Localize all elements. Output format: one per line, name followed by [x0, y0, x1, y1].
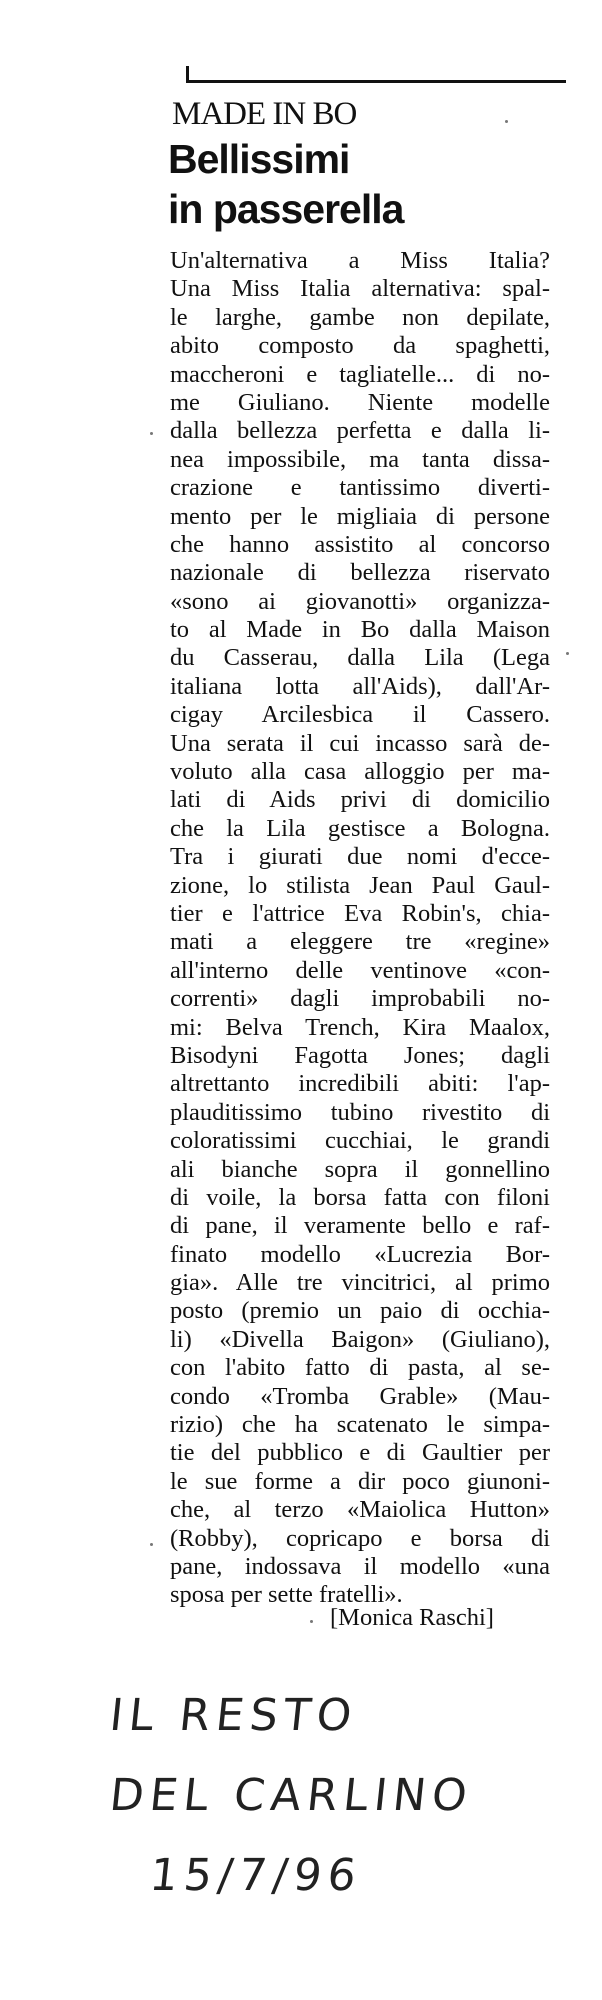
body-line: di voile, la borsa fatta con filoni: [170, 1183, 550, 1211]
body-line: Un'alternativa a Miss Italia?: [170, 247, 550, 274]
scan-speck: [505, 120, 508, 123]
header-rule: [186, 80, 566, 83]
scan-speck: [310, 1620, 313, 1623]
scan-speck: [150, 1543, 153, 1546]
body-line: maccheroni e tagliatelle... di no-: [170, 360, 550, 388]
body-line: nazionale di bellezza riservato: [170, 559, 550, 587]
scan-speck: [150, 432, 153, 435]
body-line: Una Miss Italia alternativa: spal-: [170, 275, 550, 303]
body-line: le sue forme a dir poco giunoni-: [170, 1467, 550, 1495]
body-line: finato modello «Lucrezia Bor-: [170, 1240, 550, 1268]
body-line: le larghe, gambe non depilate,: [170, 303, 550, 331]
handwritten-source-line-1: IL RESTO: [107, 1690, 360, 1741]
headline-line-1: Bellissimi: [168, 136, 350, 182]
article-body: [170, 247, 550, 1610]
body-line: mento per le migliaia di persone: [170, 502, 550, 530]
body-line: altrettanto incredibili abiti: l'ap-: [170, 1070, 550, 1098]
body-line: che la Lila gestisce a Bologna.: [170, 814, 550, 842]
handwritten-date: 15/7/96: [147, 1850, 365, 1901]
body-line: ali bianche sopra il gonnellino: [170, 1155, 550, 1183]
body-line: pane, indossava il modello «una: [170, 1552, 550, 1580]
body-line: mi: Belva Trench, Kira Maalox,: [170, 1013, 550, 1041]
body-line: mati a eleggere tre «regine»: [170, 928, 550, 956]
body-line: (Robby), copricapo e borsa di: [170, 1524, 550, 1552]
section-kicker: MADE IN BO: [172, 96, 357, 132]
body-line: dalla bellezza perfetta e dalla li-: [170, 417, 550, 445]
headline: [168, 134, 588, 234]
body-line: sposa per sette fratelli».: [170, 1581, 403, 1609]
body-line: «sono ai giovanotti» organizza-: [170, 587, 550, 615]
body-line: condo «Tromba Grable» (Mau-: [170, 1382, 550, 1410]
author-signature: [Monica Raschi]: [330, 1604, 494, 1631]
body-line: posto (premio un paio di occhia-: [170, 1297, 550, 1325]
body-line: italiana lotta all'Aids), dall'Ar-: [170, 672, 550, 700]
body-line: all'interno delle ventinove «con-: [170, 956, 550, 984]
scan-speck: [566, 652, 569, 655]
body-line: gia». Alle tre vincitrici, al primo: [170, 1269, 550, 1297]
body-line: plauditissimo tubino rivestito di: [170, 1098, 550, 1126]
body-line: voluto alla casa alloggio per ma-: [170, 758, 550, 786]
body-line: correnti» dagli improbabili no-: [170, 985, 550, 1013]
body-line: lati di Aids privi di domicilio: [170, 786, 550, 814]
body-line: coloratissimi cucchiai, le grandi: [170, 1127, 550, 1155]
body-line: rizio) che ha scatenato le simpa-: [170, 1411, 550, 1439]
body-line: Una serata il cui incasso sarà de-: [170, 729, 550, 757]
body-line: con l'abito fatto di pasta, al se-: [170, 1354, 550, 1382]
body-line: du Casserau, dalla Lila (Lega: [170, 644, 550, 672]
body-line: abito composto da spaghetti,: [170, 332, 550, 360]
body-line: Bisodyni Fagotta Jones; dagli: [170, 1041, 550, 1069]
body-line: nea impossibile, ma tanta dissa-: [170, 445, 550, 473]
body-line: me Giuliano. Niente modelle: [170, 388, 550, 416]
body-line: crazione e tantissimo diverti-: [170, 474, 550, 502]
body-line: tier e l'attrice Eva Robin's, chia-: [170, 899, 550, 927]
body-line: zione, lo stilista Jean Paul Gaul-: [170, 871, 550, 899]
body-line: che hanno assistito al concorso: [170, 530, 550, 558]
headline-line-2: in passerella: [168, 186, 404, 232]
body-line: Tra i giurati due nomi d'ecce-: [170, 843, 550, 871]
handwritten-source-line-2: DEL CARLINO: [107, 1770, 476, 1821]
body-line: to al Made in Bo dalla Maison: [170, 616, 550, 644]
body-line: di pane, il veramente bello e raf-: [170, 1212, 550, 1240]
body-line: li) «Divella Baigon» (Giuliano),: [170, 1325, 550, 1353]
body-line: cigay Arcilesbica il Cassero.: [170, 701, 550, 729]
body-line: che, al terzo «Maiolica Hutton»: [170, 1496, 550, 1524]
body-line: tie del pubblico e di Gaultier per: [170, 1439, 550, 1467]
